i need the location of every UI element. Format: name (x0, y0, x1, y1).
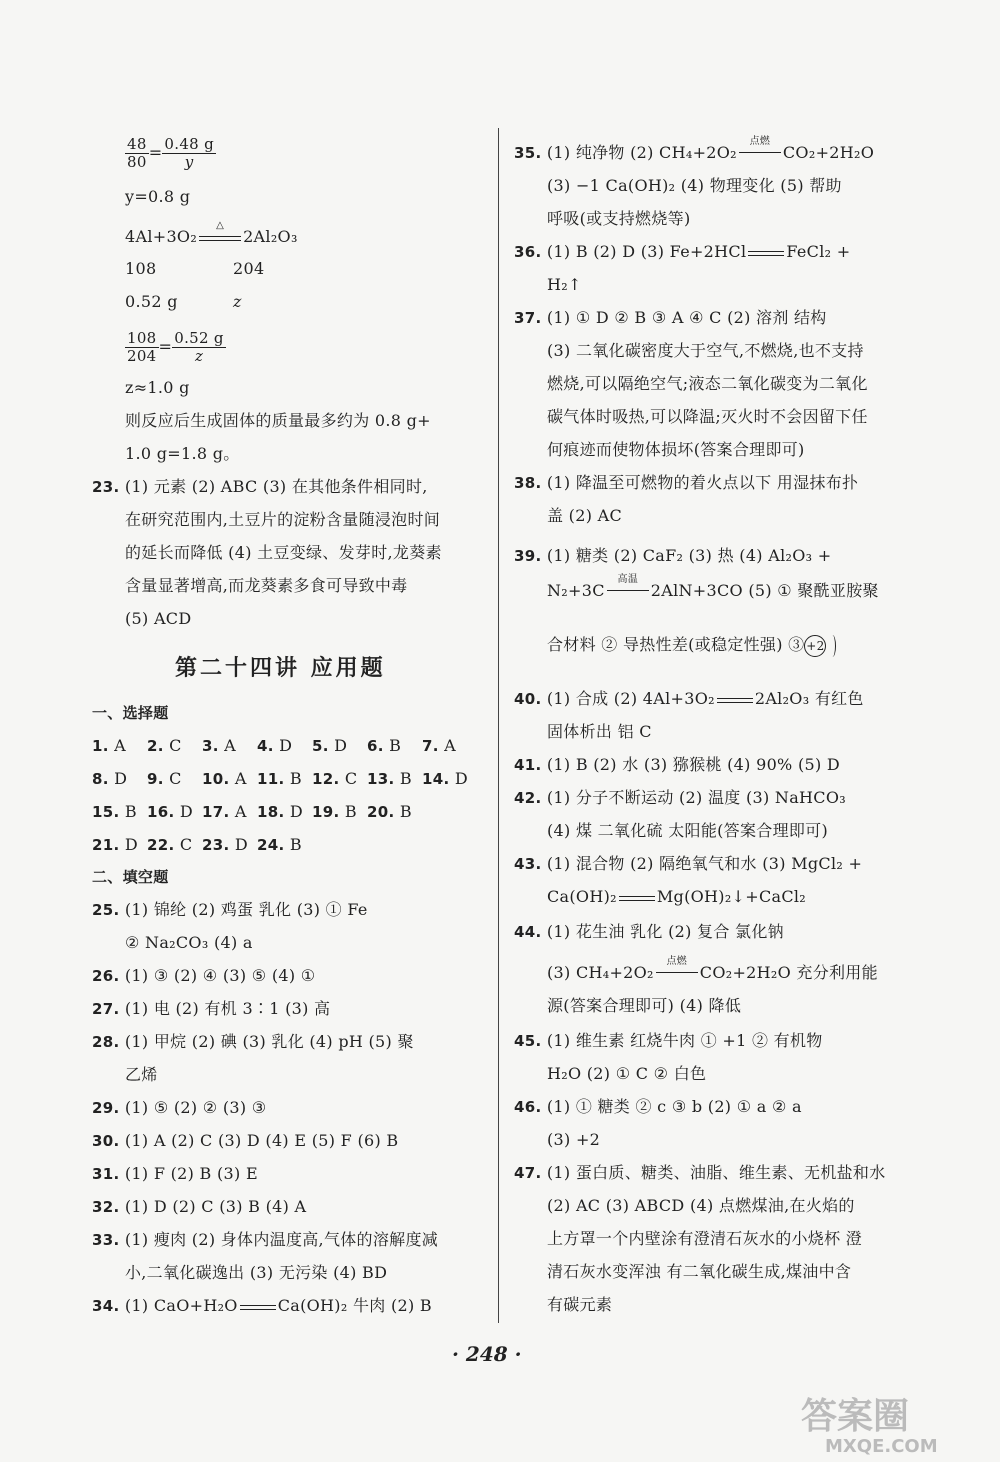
choice-answer: 23. D (202, 835, 249, 854)
fraction: $\frac{0.52 g}{z}$ (174, 329, 224, 365)
choice-answer: 8. D (92, 769, 128, 788)
question-30: 30. (1) A (2) C (3) D (4) E (5) F (6) B (92, 1131, 399, 1150)
choice-answer: 12. C (312, 769, 358, 788)
reaction-equation: 4Al+3O₂ △ 2Al₂O₃ (125, 219, 298, 246)
molar-mass-row: 108 204 (125, 259, 265, 278)
section-heading-choice: 一、选择题 (92, 704, 169, 722)
choice-answer: 20. B (367, 802, 412, 821)
y-result: y=0.8 g (125, 187, 191, 206)
question-36: 36. (1) B (2) D (3) Fe+2HCl FeCl₂ + (514, 242, 851, 261)
question-35: 35. (1) 纯净物 (2) CH₄+2O₂ 点燃 CO₂+2H₂O (514, 135, 875, 162)
reaction-arrow: 点燃 (739, 149, 781, 159)
ion-structure-icon: +2 (804, 635, 826, 657)
section-heading-fill: 二、填空题 (92, 868, 169, 886)
reaction-arrow: △ (199, 233, 241, 243)
question-41: 41. (1) B (2) 水 (3) 猕猴桃 (4) 90% (5) D (514, 755, 841, 774)
page-number: · 248 · (452, 1342, 522, 1366)
choice-answer: 4. D (257, 736, 293, 755)
reaction-arrow: 点燃 (656, 969, 698, 979)
choice-answer: 15. B (92, 802, 137, 821)
electron-shell-icon (829, 635, 836, 657)
watermark-url: MXQE.COM (825, 1436, 938, 1457)
choice-answer: 19. B (312, 802, 357, 821)
proportion-z: $\frac{108}{204}$ = $\frac{0.52 g}{z}$ (127, 329, 224, 365)
reaction-arrow (748, 248, 784, 258)
question-26: 26. (1) ③ (2) ④ (3) ⑤ (4) ① (92, 966, 316, 985)
choice-answer: 14. D (422, 769, 469, 788)
question-33: 33. (1) 瘦肉 (2) 身体内温度高,气体的溶解度减 (92, 1230, 439, 1249)
question-34: 34. (1) CaO+H₂O Ca(OH)₂ 牛肉 (2) B (92, 1296, 432, 1315)
watermark-logo (795, 1390, 995, 1458)
gas-arrow-icon: ↑ (567, 275, 582, 294)
proportion-y: $\frac{48}{80}$ = $\frac{0.48 g}{y}$ (127, 135, 214, 171)
fraction: $\frac{0.48 g}{y}$ (164, 135, 214, 171)
choice-answer: 21. D (92, 835, 139, 854)
reaction-arrow (240, 1302, 276, 1312)
watermark-text: 答案圈 (801, 1396, 910, 1437)
choice-answer: 22. C (147, 835, 193, 854)
question-25: 25. (1) 锦纶 (2) 鸡蛋 乳化 (3) ① Fe (92, 900, 368, 919)
reaction-arrow (717, 695, 753, 705)
question-39: 39. (1) 糖类 (2) CaF₂ (3) 热 (4) Al₂O₃ + (514, 546, 832, 565)
question-42: 42. (1) 分子不断运动 (2) 温度 (3) NaHCO₃ (514, 788, 846, 807)
question-28: 28. (1) 甲烷 (2) 碘 (3) 乳化 (4) pH (5) 聚 (92, 1032, 414, 1051)
question-29: 29. (1) ⑤ (2) ② (3) ③ (92, 1098, 267, 1117)
choice-answer: 5. D (312, 736, 348, 755)
choice-answer: 10. A (202, 769, 247, 788)
choice-answer: 2. C (147, 736, 182, 755)
choice-answer: 6. B (367, 736, 402, 755)
question-38: 38. (1) 降温至可燃物的着火点以下 用湿抹布扑 (514, 473, 859, 492)
question-37: 37. (1) ① D ② B ③ A ④ C (2) 溶剂 结构 (514, 308, 827, 327)
choice-answer: 16. D (147, 802, 194, 821)
choice-answer: 17. A (202, 802, 247, 821)
question-44: 44. (1) 花生油 乳化 (2) 复合 氯化钠 (514, 922, 784, 941)
question-45: 45. (1) 维生素 红烧牛肉 ① +1 ② 有机物 (514, 1031, 823, 1050)
question-32: 32. (1) D (2) C (3) B (4) A (92, 1197, 307, 1216)
choice-answer: 18. D (257, 802, 304, 821)
question-27: 27. (1) 电 (2) 有机 3∶1 (3) 高 (92, 999, 331, 1018)
choice-answer: 1. A (92, 736, 126, 755)
reaction-arrow (619, 893, 655, 903)
choice-answer: 11. B (257, 769, 302, 788)
fraction: $\frac{48}{80}$ (127, 135, 147, 171)
fraction: $\frac{108}{204}$ (127, 329, 157, 365)
question-40: 40. (1) 合成 (2) 4Al+3O₂ 2Al₂O₃ 有红色 (514, 689, 864, 708)
question-46: 46. (1) ① 糖类 ② c ③ b (2) ① a ② a (514, 1097, 802, 1116)
choice-answer: 13. B (367, 769, 412, 788)
question-47: 47. (1) 蛋白质、糖类、油脂、维生素、无机盐和水 (514, 1163, 886, 1182)
column-divider (498, 128, 499, 1323)
choice-answer: 9. C (147, 769, 182, 788)
chapter-title: 第二十四讲 应用题 (175, 656, 386, 681)
choice-answer: 3. A (202, 736, 236, 755)
conclusion-line: 1.0 g=1.8 g。 (125, 444, 240, 463)
given-mass-row: 0.52 g z (125, 292, 242, 311)
reaction-arrow: 高温 (607, 587, 649, 597)
choice-answer: 7. A (422, 736, 456, 755)
question-43: 43. (1) 混合物 (2) 隔绝氧气和水 (3) MgCl₂ + (514, 854, 863, 873)
choice-answer: 24. B (257, 835, 302, 854)
question-31: 31. (1) F (2) B (3) E (92, 1164, 258, 1183)
z-result: z≈1.0 g (125, 378, 190, 397)
conclusion-line: 则反应后生成固体的质量最多约为 0.8 g+ (125, 411, 431, 430)
